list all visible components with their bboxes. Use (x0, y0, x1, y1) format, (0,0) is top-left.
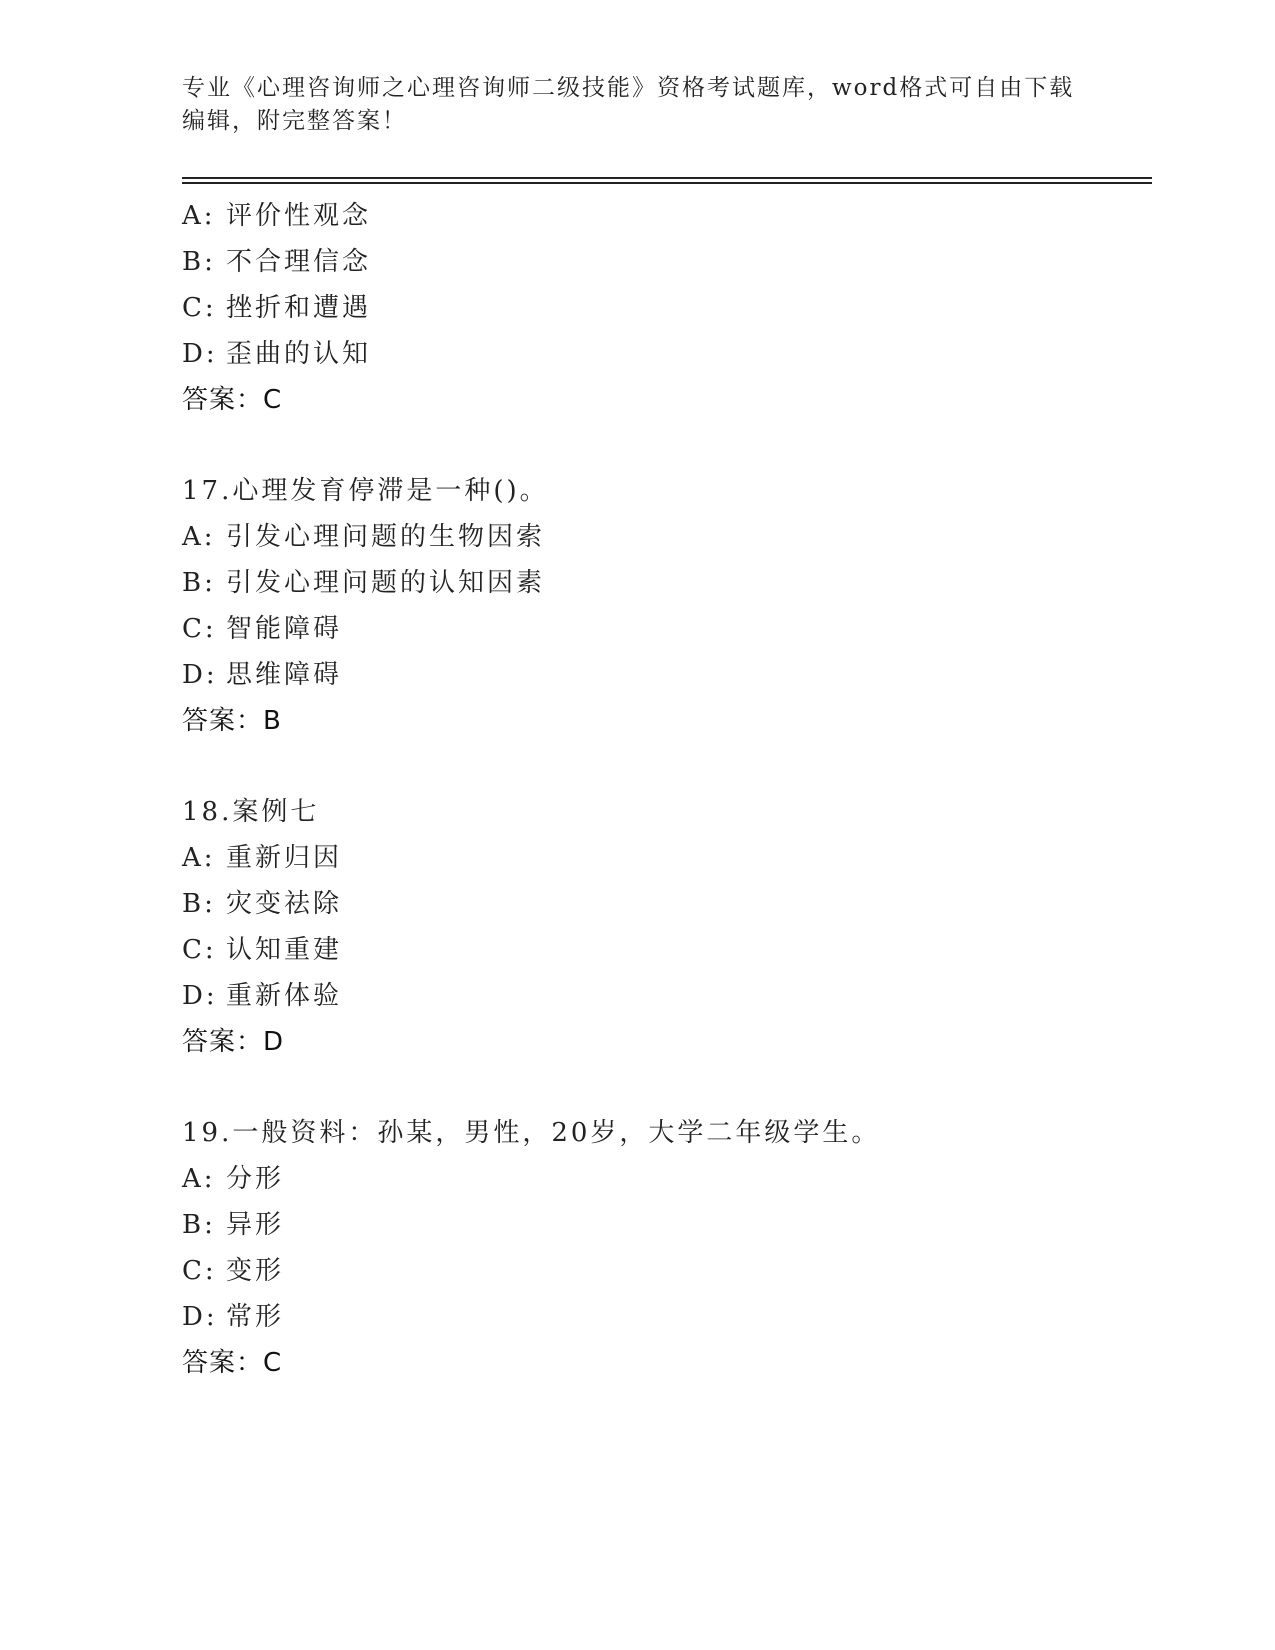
option-text: 挫折和遭遇 (226, 293, 372, 323)
option-c (182, 1248, 1132, 1294)
option-text: 分形 (226, 1164, 285, 1194)
option-c (182, 927, 1132, 973)
option-letter: D: (182, 660, 218, 690)
option-b (182, 239, 1132, 285)
option-b (182, 881, 1132, 927)
answer-line: 答案：B (182, 706, 282, 736)
option-d (182, 973, 1132, 1019)
option-c (182, 606, 1132, 652)
answer-line: 答案：C (182, 385, 283, 415)
option-a (182, 1156, 1132, 1202)
option-text: 不合理信念 (226, 247, 372, 277)
option-letter: A: (182, 201, 216, 231)
option-text: 认知重建 (226, 935, 343, 965)
option-text: 重新体验 (226, 981, 343, 1011)
question-item (182, 1110, 1132, 1386)
answer-line: 答案：C (182, 1348, 283, 1378)
option-text: 重新归因 (226, 843, 343, 873)
option-d (182, 652, 1132, 698)
option-letter: C: (182, 1256, 217, 1286)
answer-line: 答案：D (182, 1027, 285, 1057)
option-text: 引发心理问题的认知因素 (226, 568, 546, 598)
option-letter: A: (182, 522, 216, 552)
question-list (182, 193, 1132, 1431)
option-letter: B: (182, 889, 216, 919)
option-c (182, 285, 1132, 331)
option-letter: D: (182, 981, 218, 1011)
option-text: 引发心理问题的生物因索 (226, 522, 546, 552)
option-letter: D: (182, 1302, 218, 1332)
option-a (182, 835, 1132, 881)
question-stem: 17.心理发育停滞是一种()。 (182, 476, 549, 506)
question-item (182, 789, 1132, 1065)
option-text: 评价性观念 (226, 201, 372, 231)
option-text: 智能障碍 (226, 614, 343, 644)
question-item (182, 468, 1132, 744)
option-d (182, 1294, 1132, 1340)
option-letter: B: (182, 1210, 216, 1240)
option-letter: C: (182, 293, 217, 323)
question-stem: 19.一般资料：孙某，男性，20岁，大学二年级学生。 (182, 1118, 881, 1148)
question-item (182, 193, 1132, 423)
option-a (182, 514, 1132, 560)
option-letter: A: (182, 1164, 216, 1194)
question-stem: 18.案例七 (182, 797, 320, 827)
option-text: 灾变祛除 (226, 889, 343, 919)
option-text: 歪曲的认知 (226, 339, 372, 369)
header-divider-top (182, 177, 1152, 179)
option-b (182, 1202, 1132, 1248)
option-text: 变形 (226, 1256, 285, 1286)
option-letter: C: (182, 614, 217, 644)
option-d (182, 331, 1132, 377)
header-divider-bottom (182, 182, 1152, 184)
header-line-1: 专业《心理咨询师之心理咨询师二级技能》资格考试题库，word格式可自由下载 (182, 75, 1075, 101)
option-letter: A: (182, 843, 216, 873)
option-b (182, 560, 1132, 606)
option-letter: C: (182, 935, 217, 965)
option-text: 异形 (226, 1210, 285, 1240)
option-text: 思维障碍 (226, 660, 343, 690)
option-letter: B: (182, 568, 216, 598)
document-header (182, 72, 1082, 138)
option-a (182, 193, 1132, 239)
option-text: 常形 (226, 1302, 285, 1332)
header-line-2: 编辑，附完整答案！ (182, 108, 407, 134)
option-letter: D: (182, 339, 218, 369)
option-letter: B: (182, 247, 216, 277)
